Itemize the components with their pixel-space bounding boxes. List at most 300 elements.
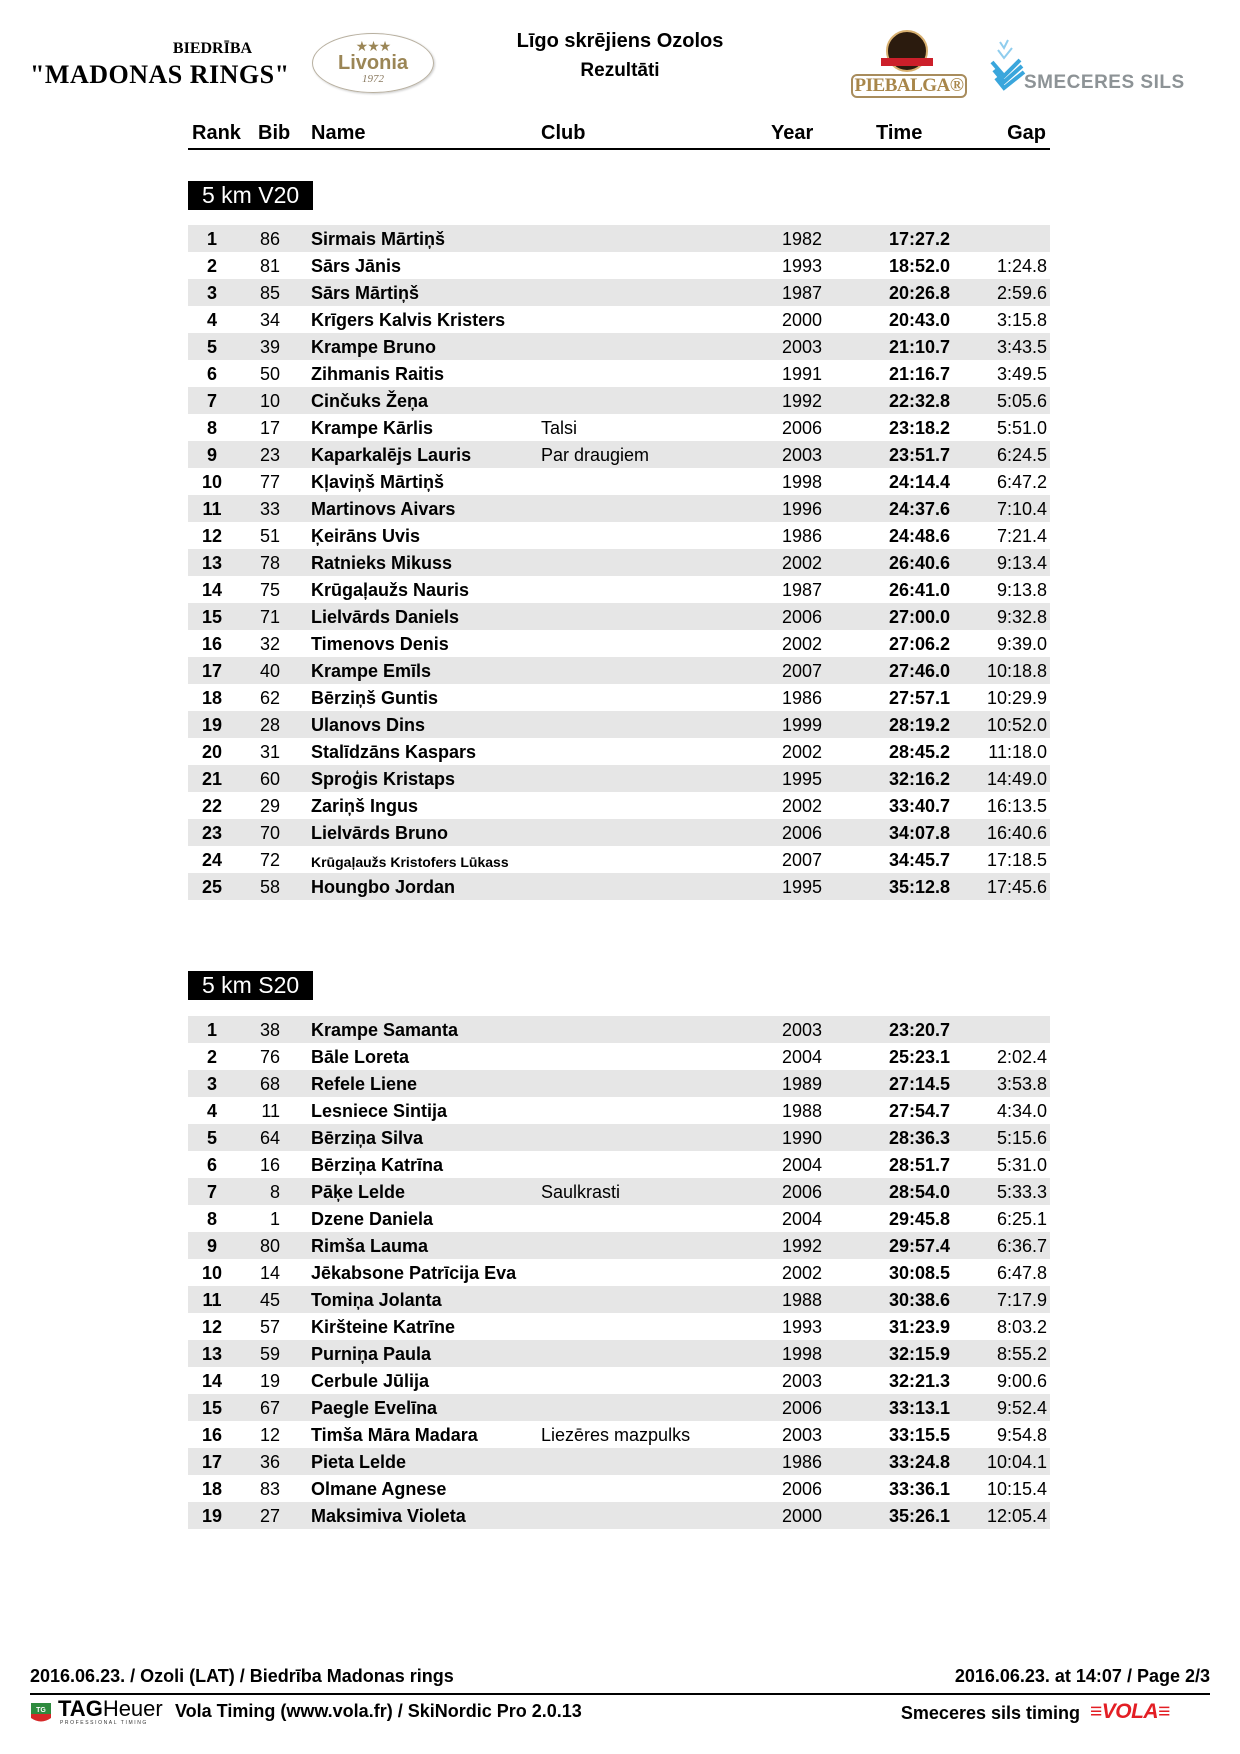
cell-rank: 15 bbox=[201, 607, 223, 627]
cell-gap: 9:54.8 bbox=[996, 1425, 1047, 1445]
cell-bib: 78 bbox=[259, 553, 280, 573]
table-row bbox=[188, 630, 1050, 657]
cell-year: 1998 bbox=[781, 1344, 822, 1364]
cell-year: 2006 bbox=[781, 823, 822, 843]
cell-rank: 8 bbox=[206, 1209, 217, 1229]
cell-year: 2006 bbox=[781, 1182, 822, 1202]
cell-rank: 16 bbox=[201, 634, 223, 654]
cell-name: Timenovs Denis bbox=[311, 634, 449, 654]
cell-bib: 10 bbox=[259, 391, 280, 411]
cell-bib: 40 bbox=[259, 661, 280, 681]
table-row bbox=[188, 360, 1050, 387]
cell-time: 30:38.6 bbox=[888, 1290, 950, 1310]
cell-gap: 11:18.0 bbox=[988, 742, 1047, 762]
cell-year: 2002 bbox=[781, 1263, 822, 1283]
cell-rank: 19 bbox=[201, 1506, 223, 1526]
cell-gap: 3:43.5 bbox=[996, 337, 1047, 357]
cell-year: 2007 bbox=[781, 661, 822, 681]
cell-bib: 57 bbox=[259, 1317, 280, 1337]
cell-name: Krampe Kārlis bbox=[311, 418, 434, 438]
cell-bib: 29 bbox=[259, 796, 280, 816]
cell-rank: 18 bbox=[201, 688, 223, 708]
table-row bbox=[188, 495, 1050, 522]
cell-rank: 17 bbox=[201, 661, 223, 681]
cell-bib: 77 bbox=[259, 472, 280, 492]
section-title-v20: 5 km V20 bbox=[188, 181, 313, 210]
footer-divider bbox=[30, 1693, 1210, 1695]
footer-print-info: 2016.06.23. at 14:07 / Page 2/3 bbox=[954, 1666, 1210, 1686]
cell-gap: 3:15.8 bbox=[996, 310, 1047, 330]
cell-bib: 51 bbox=[259, 526, 280, 546]
cell-time: 32:21.3 bbox=[888, 1371, 950, 1391]
table-row bbox=[188, 1097, 1050, 1124]
cell-rank: 10 bbox=[201, 1263, 223, 1283]
cell-time: 33:13.1 bbox=[888, 1398, 950, 1418]
smeceres-sils-logo-name: SMECERES SILS bbox=[1024, 72, 1185, 93]
tag-heuer-shield-icon bbox=[30, 1702, 52, 1724]
cell-name: Paegle Evelīna bbox=[311, 1398, 438, 1418]
cell-gap: 12:05.4 bbox=[986, 1506, 1047, 1526]
cell-rank: 25 bbox=[201, 877, 223, 897]
cell-bib: 1 bbox=[269, 1209, 280, 1229]
cell-name: Sārs Jānis bbox=[311, 256, 402, 276]
cell-club: Liezēres mazpulks bbox=[541, 1425, 691, 1445]
cell-club: Saulkrasti bbox=[541, 1182, 621, 1202]
table-row bbox=[188, 1259, 1050, 1286]
cell-time: 28:19.2 bbox=[888, 715, 950, 735]
cell-bib: 86 bbox=[259, 229, 280, 249]
results-table-v20 bbox=[188, 225, 1050, 900]
cell-name: Maksimiva Violeta bbox=[311, 1506, 466, 1526]
cell-year: 1992 bbox=[781, 1236, 822, 1256]
section-title-s20: 5 km S20 bbox=[188, 971, 313, 1000]
cell-rank: 6 bbox=[206, 1155, 217, 1175]
table-row bbox=[188, 711, 1050, 738]
results-table-s20 bbox=[188, 1016, 1050, 1529]
org-name-line1: BIEDRĪBA bbox=[172, 40, 253, 57]
cell-gap: 5:05.6 bbox=[996, 391, 1047, 411]
cell-gap: 6:47.2 bbox=[996, 472, 1047, 492]
cell-time: 28:45.2 bbox=[888, 742, 950, 762]
table-row bbox=[188, 333, 1050, 360]
cell-gap: 17:45.6 bbox=[986, 877, 1047, 897]
cell-time: 24:37.6 bbox=[888, 499, 950, 519]
cell-gap: 9:13.8 bbox=[996, 580, 1047, 600]
cell-gap: 10:15.4 bbox=[986, 1479, 1047, 1499]
table-row bbox=[188, 306, 1050, 333]
table-row bbox=[188, 1313, 1050, 1340]
cell-rank: 8 bbox=[206, 418, 217, 438]
cell-bib: 58 bbox=[259, 877, 280, 897]
cell-bib: 34 bbox=[259, 310, 280, 330]
cell-name: Zariņš Ingus bbox=[311, 796, 419, 816]
cell-gap: 7:10.4 bbox=[996, 499, 1047, 519]
table-row bbox=[188, 819, 1050, 846]
cell-gap: 5:31.0 bbox=[996, 1155, 1047, 1175]
cell-time: 27:46.0 bbox=[888, 661, 950, 681]
table-row bbox=[188, 468, 1050, 495]
cell-gap: 14:49.0 bbox=[986, 769, 1047, 789]
cell-time: 24:14.4 bbox=[888, 472, 950, 492]
cell-name: Krūgaļaužs Kristofers Lūkass bbox=[311, 854, 509, 870]
cell-gap: 5:15.6 bbox=[996, 1128, 1047, 1148]
cell-bib: 27 bbox=[259, 1506, 280, 1526]
cell-rank: 10 bbox=[201, 472, 223, 492]
cell-gap: 9:32.8 bbox=[996, 607, 1047, 627]
cell-time: 33:15.5 bbox=[888, 1425, 950, 1445]
table-row bbox=[188, 765, 1050, 792]
cell-name: Refele Liene bbox=[311, 1074, 418, 1094]
cell-gap: 1:24.8 bbox=[996, 256, 1047, 276]
table-row bbox=[188, 1043, 1050, 1070]
cell-name: Martinovs Aivars bbox=[311, 499, 456, 519]
cell-rank: 1 bbox=[206, 1020, 217, 1040]
column-header-row bbox=[188, 120, 1050, 150]
cell-bib: 60 bbox=[259, 769, 280, 789]
piebalga-logo bbox=[851, 30, 969, 100]
cell-name: Bāle Loreta bbox=[311, 1047, 410, 1067]
tag-heuer-logo-bold: TAG bbox=[58, 1696, 103, 1721]
cell-name: Timša Māra Madara bbox=[311, 1425, 478, 1445]
cell-time: 34:45.7 bbox=[888, 850, 950, 870]
cell-time: 33:24.8 bbox=[888, 1452, 950, 1472]
cell-rank: 14 bbox=[201, 1371, 223, 1391]
table-row bbox=[188, 1475, 1050, 1502]
cell-bib: 19 bbox=[259, 1371, 280, 1391]
page-title: Līgo skrējiens Ozolos bbox=[516, 30, 724, 52]
seal-band-icon bbox=[881, 58, 933, 66]
cell-gap: 17:18.5 bbox=[986, 850, 1047, 870]
cell-gap: 10:18.8 bbox=[986, 661, 1047, 681]
cell-club: Talsi bbox=[541, 418, 578, 438]
cell-bib: 67 bbox=[259, 1398, 280, 1418]
table-row bbox=[188, 549, 1050, 576]
table-row bbox=[188, 738, 1050, 765]
footer-event-info: 2016.06.23. / Ozoli (LAT) / Biedrība Madonas rings bbox=[30, 1666, 454, 1686]
cell-year: 1988 bbox=[781, 1101, 822, 1121]
col-gap: Gap bbox=[1007, 122, 1046, 144]
cell-name: Ratnieks Mikuss bbox=[311, 553, 453, 573]
cell-time: 25:23.1 bbox=[888, 1047, 950, 1067]
cell-year: 2003 bbox=[781, 337, 822, 357]
stars-icon: ★★★ bbox=[355, 38, 391, 54]
table-row bbox=[188, 1205, 1050, 1232]
cell-year: 2007 bbox=[781, 850, 822, 870]
cell-year: 2004 bbox=[781, 1209, 822, 1229]
table-row bbox=[188, 1070, 1050, 1097]
cell-name: Kļaviņš Mārtiņš bbox=[311, 472, 445, 492]
cell-gap: 9:39.0 bbox=[996, 634, 1047, 654]
cell-name: Bērziņa Silva bbox=[311, 1128, 424, 1148]
cell-time: 28:36.3 bbox=[888, 1128, 950, 1148]
cell-gap: 6:47.8 bbox=[996, 1263, 1047, 1283]
smeceres-sils-logo bbox=[990, 36, 1185, 96]
table-row bbox=[188, 1178, 1050, 1205]
cell-rank: 11 bbox=[202, 1290, 222, 1310]
table-row bbox=[188, 1367, 1050, 1394]
cell-rank: 14 bbox=[201, 580, 223, 600]
cell-time: 27:57.1 bbox=[888, 688, 950, 708]
cell-gap: 8:03.2 bbox=[996, 1317, 1047, 1337]
cell-time: 23:51.7 bbox=[888, 445, 950, 465]
cell-year: 2006 bbox=[781, 1398, 822, 1418]
cell-year: 1989 bbox=[781, 1074, 822, 1094]
col-rank: Rank bbox=[192, 122, 241, 144]
cell-club: Par draugiem bbox=[541, 445, 650, 465]
cell-year: 1986 bbox=[781, 688, 822, 708]
cell-year: 2004 bbox=[781, 1155, 822, 1175]
cell-bib: 64 bbox=[259, 1128, 280, 1148]
livonia-logo bbox=[312, 33, 434, 93]
cell-year: 1990 bbox=[781, 1128, 822, 1148]
cell-time: 24:48.6 bbox=[888, 526, 950, 546]
cell-time: 28:54.0 bbox=[888, 1182, 950, 1202]
cell-name: Lielvārds Daniels bbox=[311, 607, 460, 627]
table-row bbox=[188, 603, 1050, 630]
cell-year: 2000 bbox=[781, 310, 822, 330]
cell-name: Krampe Bruno bbox=[311, 337, 437, 357]
cell-year: 2004 bbox=[781, 1047, 822, 1067]
table-row bbox=[188, 576, 1050, 603]
page-subtitle: Rezultāti bbox=[580, 60, 660, 81]
table-row bbox=[188, 1394, 1050, 1421]
cell-year: 2006 bbox=[781, 1479, 822, 1499]
cell-rank: 16 bbox=[201, 1425, 223, 1445]
cell-time: 23:18.2 bbox=[888, 418, 950, 438]
cell-gap: 16:13.5 bbox=[986, 796, 1047, 816]
cell-time: 21:10.7 bbox=[888, 337, 950, 357]
cell-year: 1999 bbox=[781, 715, 822, 735]
cell-time: 26:40.6 bbox=[888, 553, 950, 573]
table-row bbox=[188, 1016, 1050, 1043]
cell-name: Stalīdzāns Kaspars bbox=[311, 742, 477, 762]
table-row bbox=[188, 1502, 1050, 1529]
cell-time: 32:16.2 bbox=[888, 769, 950, 789]
cell-year: 2006 bbox=[781, 607, 822, 627]
cell-rank: 22 bbox=[201, 796, 223, 816]
cell-rank: 5 bbox=[206, 1128, 217, 1148]
col-year: Year bbox=[771, 122, 814, 144]
cell-gap: 9:00.6 bbox=[996, 1371, 1047, 1391]
col-name: Name bbox=[311, 122, 366, 144]
cell-rank: 24 bbox=[201, 850, 223, 870]
cell-time: 31:23.9 bbox=[888, 1317, 950, 1337]
cell-bib: 70 bbox=[259, 823, 280, 843]
cell-gap: 7:21.4 bbox=[996, 526, 1047, 546]
cell-name: Cerbule Jūlija bbox=[311, 1371, 430, 1391]
table-row bbox=[188, 1448, 1050, 1475]
cell-name: Kiršteine Katrīne bbox=[311, 1317, 456, 1337]
tag-heuer-logo-light: Heuer bbox=[102, 1696, 163, 1721]
cell-bib: 59 bbox=[259, 1344, 280, 1364]
cell-name: Olmane Agnese bbox=[311, 1479, 447, 1499]
cell-gap: 5:51.0 bbox=[996, 418, 1047, 438]
cell-name: Sārs Mārtiņš bbox=[311, 283, 420, 303]
cell-rank: 5 bbox=[206, 337, 217, 357]
cell-name: Lielvārds Bruno bbox=[311, 823, 449, 843]
cell-gap: 10:52.0 bbox=[986, 715, 1047, 735]
table-row bbox=[188, 1340, 1050, 1367]
cell-name: Zihmanis Raitis bbox=[311, 364, 445, 384]
cell-bib: 16 bbox=[259, 1155, 280, 1175]
cell-year: 1987 bbox=[781, 580, 822, 600]
cell-time: 32:15.9 bbox=[888, 1344, 950, 1364]
cell-year: 1995 bbox=[781, 877, 822, 897]
col-bib: Bib bbox=[258, 122, 291, 144]
cell-time: 17:27.2 bbox=[888, 229, 950, 249]
table-row bbox=[188, 1124, 1050, 1151]
cell-name: Tomiņa Jolanta bbox=[311, 1290, 442, 1310]
cell-bib: 76 bbox=[259, 1047, 280, 1067]
cell-rank: 4 bbox=[206, 1101, 217, 1121]
cell-year: 1993 bbox=[781, 256, 822, 276]
cell-name: Pieta Lelde bbox=[311, 1452, 407, 1472]
table-row bbox=[188, 873, 1050, 900]
cell-rank: 1 bbox=[206, 229, 217, 249]
cell-year: 2003 bbox=[781, 445, 822, 465]
cell-rank: 7 bbox=[206, 1182, 217, 1202]
cell-rank: 11 bbox=[202, 499, 222, 519]
cell-name: Ulanovs Dins bbox=[311, 715, 426, 735]
cell-rank: 19 bbox=[201, 715, 223, 735]
cell-name: Sproģis Kristaps bbox=[311, 769, 456, 789]
cell-name: Houngbo Jordan bbox=[311, 877, 455, 897]
col-club: Club bbox=[541, 122, 586, 144]
cell-name: Krūgaļaužs Nauris bbox=[311, 580, 470, 600]
cell-bib: 71 bbox=[259, 607, 280, 627]
cell-rank: 9 bbox=[206, 445, 217, 465]
cell-year: 1998 bbox=[781, 472, 822, 492]
cell-bib: 33 bbox=[259, 499, 280, 519]
cell-rank: 7 bbox=[206, 391, 217, 411]
table-row bbox=[188, 414, 1050, 441]
footer-timing-credit: Smeceres sils timing bbox=[900, 1703, 1080, 1723]
cell-year: 2002 bbox=[781, 553, 822, 573]
vola-logo: ≡VOLA≡ bbox=[1090, 1700, 1170, 1723]
cell-rank: 2 bbox=[206, 256, 217, 276]
cell-name: Ķeirāns Uvis bbox=[311, 526, 421, 546]
cell-rank: 18 bbox=[201, 1479, 223, 1499]
cell-bib: 11 bbox=[261, 1101, 280, 1121]
cell-gap: 16:40.6 bbox=[986, 823, 1047, 843]
cell-gap: 5:33.3 bbox=[996, 1182, 1047, 1202]
cell-rank: 12 bbox=[201, 526, 223, 546]
cell-rank: 6 bbox=[206, 364, 217, 384]
cell-name: Dzene Daniela bbox=[311, 1209, 434, 1229]
svg-text:TG: TG bbox=[36, 1707, 46, 1714]
cell-bib: 32 bbox=[259, 634, 280, 654]
cell-year: 2002 bbox=[781, 796, 822, 816]
org-name-line2: "MADONAS RINGS" bbox=[30, 60, 290, 89]
cell-time: 27:54.7 bbox=[888, 1101, 950, 1121]
cell-gap: 3:53.8 bbox=[996, 1074, 1047, 1094]
cell-year: 1986 bbox=[781, 1452, 822, 1472]
cell-gap: 2:02.4 bbox=[996, 1047, 1047, 1067]
cell-gap: 2:59.6 bbox=[996, 283, 1047, 303]
cell-rank: 12 bbox=[201, 1317, 223, 1337]
table-row bbox=[188, 441, 1050, 468]
cell-name: Cinčuks Žeņa bbox=[311, 391, 429, 411]
cell-bib: 50 bbox=[259, 364, 280, 384]
cell-bib: 38 bbox=[259, 1020, 280, 1040]
cell-rank: 9 bbox=[206, 1236, 217, 1256]
table-row bbox=[188, 846, 1050, 873]
cell-time: 27:06.2 bbox=[888, 634, 950, 654]
tag-heuer-subtitle: PROFESSIONAL TIMING bbox=[60, 1720, 148, 1726]
cell-rank: 4 bbox=[206, 310, 217, 330]
cell-bib: 39 bbox=[259, 337, 280, 357]
cell-rank: 13 bbox=[201, 553, 223, 573]
cell-gap: 10:29.9 bbox=[986, 688, 1047, 708]
cell-bib: 8 bbox=[269, 1182, 280, 1202]
cell-time: 21:16.7 bbox=[888, 364, 950, 384]
cell-time: 18:52.0 bbox=[888, 256, 950, 276]
cell-rank: 3 bbox=[206, 1074, 217, 1094]
table-row bbox=[188, 279, 1050, 306]
cell-time: 28:51.7 bbox=[888, 1155, 950, 1175]
cell-name: Pāķe Lelde bbox=[311, 1182, 406, 1202]
cell-bib: 17 bbox=[259, 418, 280, 438]
cell-time: 20:26.8 bbox=[888, 283, 950, 303]
cell-rank: 21 bbox=[201, 769, 223, 789]
cell-gap: 3:49.5 bbox=[996, 364, 1047, 384]
cell-name: Rimša Lauma bbox=[311, 1236, 429, 1256]
cell-year: 2003 bbox=[781, 1020, 822, 1040]
livonia-logo-year: 1972 bbox=[362, 73, 384, 85]
table-row bbox=[188, 792, 1050, 819]
cell-bib: 83 bbox=[259, 1479, 280, 1499]
cell-gap: 4:34.0 bbox=[996, 1101, 1047, 1121]
table-row bbox=[188, 684, 1050, 711]
cell-year: 2003 bbox=[781, 1371, 822, 1391]
cell-gap: 6:25.1 bbox=[996, 1209, 1047, 1229]
cell-year: 2002 bbox=[781, 634, 822, 654]
cell-rank: 13 bbox=[201, 1344, 223, 1364]
cell-bib: 31 bbox=[259, 742, 280, 762]
cell-year: 2006 bbox=[781, 418, 822, 438]
cell-gap: 6:36.7 bbox=[996, 1236, 1047, 1256]
cell-year: 2000 bbox=[781, 1506, 822, 1526]
cell-gap: 9:13.4 bbox=[996, 553, 1047, 573]
cell-time: 34:07.8 bbox=[888, 823, 950, 843]
cell-name: Lesniece Sintija bbox=[311, 1101, 448, 1121]
livonia-logo-name: Livonia bbox=[337, 52, 408, 74]
cell-name: Purniņa Paula bbox=[311, 1344, 432, 1364]
table-row bbox=[188, 1286, 1050, 1313]
cell-name: Bērziņš Guntis bbox=[311, 688, 439, 708]
cell-year: 1996 bbox=[781, 499, 822, 519]
cell-name: Krampe Samanta bbox=[311, 1020, 459, 1040]
cell-year: 1992 bbox=[781, 391, 822, 411]
table-row bbox=[188, 657, 1050, 684]
cell-time: 35:26.1 bbox=[888, 1506, 950, 1526]
cell-year: 1988 bbox=[781, 1290, 822, 1310]
cell-bib: 75 bbox=[259, 580, 280, 600]
cell-name: Bērziņa Katrīna bbox=[311, 1155, 444, 1175]
table-row bbox=[188, 522, 1050, 549]
cell-year: 1982 bbox=[781, 229, 822, 249]
cell-year: 2003 bbox=[781, 1425, 822, 1445]
tag-heuer-logo bbox=[58, 1698, 163, 1720]
footer-software: Vola Timing (www.vola.fr) / SkiNordic Pro 2.0.13 bbox=[175, 1701, 582, 1721]
cell-bib: 12 bbox=[259, 1425, 280, 1445]
cell-gap: 6:24.5 bbox=[996, 445, 1047, 465]
cell-name: Sirmais Mārtiņš bbox=[311, 229, 446, 249]
cell-time: 23:20.7 bbox=[888, 1020, 950, 1040]
cell-gap: 7:17.9 bbox=[996, 1290, 1047, 1310]
cell-gap: 8:55.2 bbox=[996, 1344, 1047, 1364]
cell-gap: 9:52.4 bbox=[996, 1398, 1047, 1418]
